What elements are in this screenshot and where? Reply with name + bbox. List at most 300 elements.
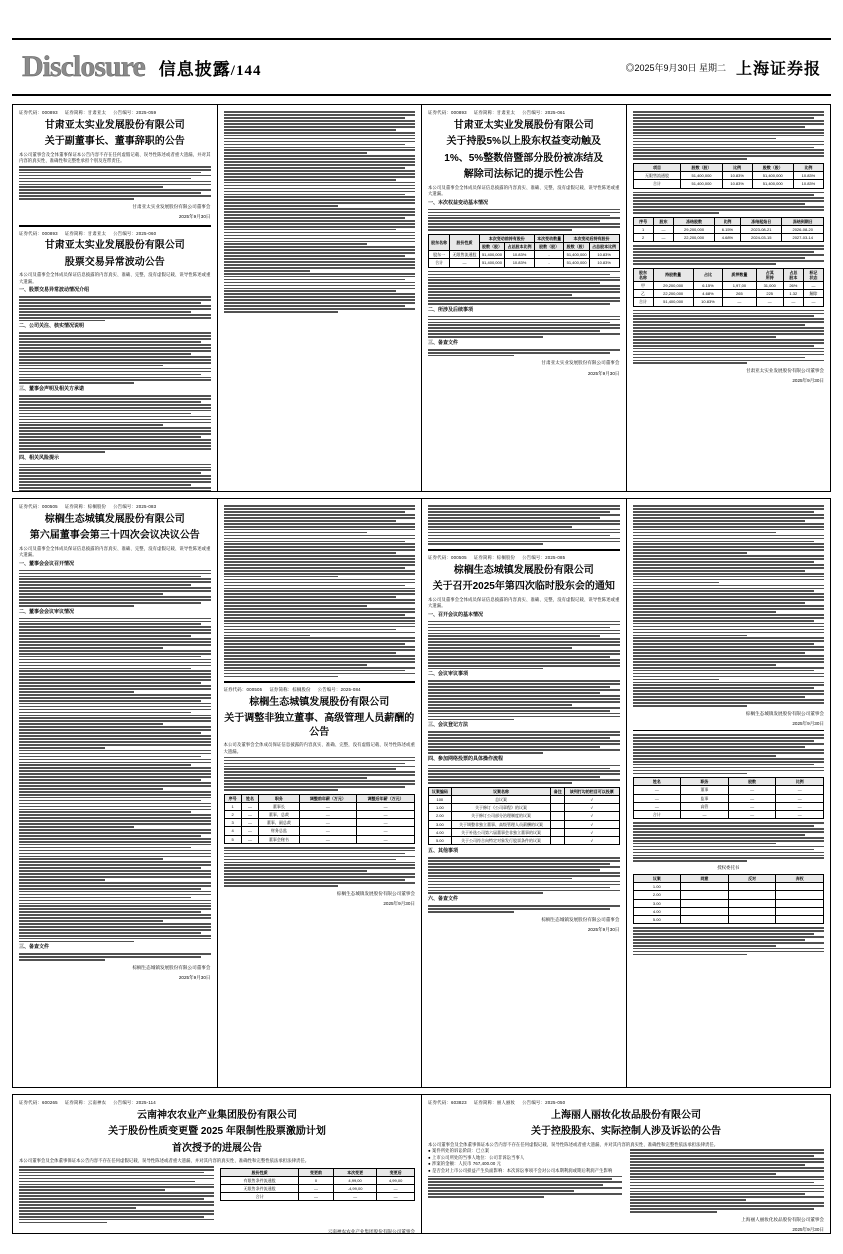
announcement-no: 公告编号：2025-050 (522, 1100, 566, 1105)
cell: — (633, 802, 681, 810)
cell: — (728, 811, 776, 819)
cell: 比例 (793, 163, 823, 171)
column-4-date: 2025年9月30日 (792, 378, 824, 384)
announcement-no: 公告编号：2025-114 (113, 1100, 156, 1105)
article-a8-body-1 (428, 1176, 622, 1198)
article-a2-body-4 (19, 464, 211, 491)
cell: 比例 (714, 217, 740, 225)
cell: 5 (224, 835, 241, 843)
article-a4-company: 棕榈生态城镇发展股份有限公司 (44, 513, 185, 525)
article-a1-note: 本公司董事会及全体董事保证本公告内容不存在任何虚假记载、误导性陈述或者重大遗漏，并对其内容的真实性、准确性和完整性承担个别及连带责任。 (19, 151, 211, 164)
table-row (633, 916, 824, 924)
security-name: 证券简称：棕榈股份 (269, 687, 311, 693)
cell: — (299, 1193, 334, 1201)
article-a2-s1: 一、股票交易异常波动情况介绍 (19, 287, 90, 294)
cell: 无限售流通股 (450, 251, 480, 259)
article-a2-body-3 (19, 395, 211, 453)
article-a6-s5: 五、其他事项 (428, 848, 459, 855)
cell: 股数 (728, 778, 776, 786)
th-before: 本次变动前持有股份 (479, 234, 534, 242)
table-row (221, 1193, 415, 1201)
th-shares-2: 股数（股） (534, 243, 564, 251)
article-a7-company: 云南神农农业产业集团股份有限公司 (137, 1109, 297, 1121)
cell: 51,400,000 (564, 251, 589, 259)
column-2 (218, 105, 423, 491)
article-a2-s2: 二、公司关注、核实情况说明 (19, 323, 85, 330)
cell: — (728, 794, 776, 802)
article-a6-title: 关于召开2025年第四次临时股东会的通知 (432, 581, 615, 593)
article-a3-body-2 (428, 271, 620, 305)
cell: 4.00 (429, 828, 452, 836)
table-row (633, 802, 824, 810)
cell: 10.83% (722, 180, 752, 188)
table-row (221, 1176, 415, 1184)
column-4-body-3 (633, 245, 825, 264)
column-7-body-0 (428, 505, 620, 545)
article-a3-s3: 三、备查文件 (428, 339, 459, 346)
cell: √ (565, 804, 619, 812)
security-name: 证券简称：甘肃亚太 (473, 110, 516, 115)
article-a4-body-1 (19, 570, 211, 607)
article-a8-company: 上海丽人丽妆化妆品股份有限公司 (551, 1109, 701, 1121)
table-row (429, 837, 620, 845)
cell (551, 828, 565, 836)
cell: -4,99,00 (333, 1185, 376, 1193)
cell: 有限售条件流通股 (221, 1176, 299, 1184)
article-a3-title-line2: 1%、5%整数倍暨部分股份被冻结及 (444, 152, 604, 164)
cell: 0 (299, 1176, 334, 1184)
cell: 项目 (633, 163, 681, 171)
article-a6-s1: 一、召开会议的基本情况 (428, 611, 484, 618)
cell (551, 837, 565, 845)
article-a3-meta (428, 110, 620, 117)
cell: 比例 (776, 778, 824, 786)
th-votable: 该列打勾的栏目可以投票 (565, 787, 619, 795)
cell: 乙 (633, 290, 653, 298)
cell: 关于调整非独立董事、高级管理人员薪酬的议案 (451, 820, 551, 828)
cell: 2024-03-15 (740, 234, 782, 242)
th-no: 序号 (224, 794, 241, 802)
cell: — (776, 811, 824, 819)
table-row (633, 290, 824, 298)
article-a8-bullet-4: ● 是否会对上市公司损益产生负面影响：本次诉讼事项不会对公司本期利润或期后利润产生影响 (428, 1167, 613, 1173)
cell (728, 916, 776, 924)
table-row (429, 251, 620, 259)
cell: — (241, 811, 258, 819)
column-4-body-4 (633, 310, 825, 365)
cell: 51,400,000 (564, 259, 589, 267)
article-a4-signature: 棕榈生态城镇发展股份有限公司董事会 (132, 964, 211, 970)
article-a8-meta (428, 1100, 824, 1107)
column-4 (627, 105, 831, 491)
column-6 (218, 499, 423, 1087)
article-a2-body-2 (19, 332, 211, 384)
table-row (429, 259, 620, 267)
cell: — (299, 802, 357, 810)
article-a8-bullet-2: ● 上市公司所处的当事人地位：公司非诉讼当事人 (428, 1154, 525, 1160)
column-3 (422, 105, 627, 491)
cell: 合计 (429, 259, 450, 267)
cell: 质押数量 (723, 268, 756, 281)
cell (728, 899, 776, 907)
article-band-2 (12, 498, 831, 1088)
cell: 姓名 (633, 778, 681, 786)
cell: √ (565, 820, 619, 828)
cell: — (241, 802, 258, 810)
article-a4-title: 第六届董事会第三十四次会议决议公告 (29, 530, 200, 542)
th-after: 调整后年薪（万元） (357, 794, 415, 802)
cell: √ (565, 796, 619, 804)
table-row (633, 794, 824, 802)
table-row (224, 835, 415, 843)
cell: — (776, 794, 824, 802)
column-8 (627, 499, 831, 1087)
article-a1-signature: 甘肃亚太实业发展股份有限公司董事会 (132, 203, 211, 209)
cell: — (357, 819, 415, 827)
column-1 (13, 105, 218, 491)
table-row (633, 811, 824, 819)
article-a2-company: 甘肃亚太实业发展股份有限公司 (44, 240, 185, 252)
article-a4-meta (19, 504, 211, 511)
column-2-body (224, 111, 416, 312)
announcement-no: 公告编号：2025-060 (113, 230, 157, 236)
article-a3-title-line3: 解除司法标记的提示性公告 (463, 169, 584, 181)
th-change: 本次变动数量 (534, 234, 564, 242)
cell (776, 891, 824, 899)
cell: 同意 (681, 875, 729, 883)
th-before: 变更前 (299, 1168, 334, 1176)
article-a2-meta (19, 231, 211, 238)
cell: 总议案 (451, 796, 551, 804)
table-row (224, 827, 415, 835)
cell: — (299, 1185, 334, 1193)
security-name: 证券简称：棕榈股份 (473, 555, 516, 561)
cell: 29,200,000 (674, 225, 715, 233)
table-row (224, 811, 415, 819)
cell: — (241, 835, 258, 843)
cell (551, 820, 565, 828)
column-4-body-2 (633, 192, 825, 214)
article-a8-bullet-1: ● 案件所处的诉讼阶段：已立案 (428, 1148, 490, 1154)
column-8-table-1 (633, 777, 825, 819)
cell (776, 899, 824, 907)
article-a3-company: 甘肃亚太实业发展股份有限公司 (453, 119, 594, 131)
cell: 2026-08-20 (782, 225, 824, 233)
column-8-date-1: 2025年9月30日 (792, 721, 824, 727)
cell: 51,400,000 (752, 172, 793, 180)
cell: 1 (224, 802, 241, 810)
cell: 关于修订《公司章程》的议案 (451, 804, 551, 812)
cell: 1,97,00 (723, 282, 756, 290)
article-a3-s2: 二、所涉及后续事项 (428, 306, 474, 313)
cell: 10.83% (589, 251, 619, 259)
cell: 10.83% (505, 259, 535, 267)
cell: — (357, 827, 415, 835)
cell: 股数（股） (752, 163, 793, 171)
cell: 51,400,000 (479, 251, 504, 259)
cell: — (723, 298, 756, 306)
table-row (633, 282, 824, 290)
article-a1-title: 关于副董事长、董事辞职的公告 (44, 136, 185, 148)
column-8-body-1 (633, 505, 825, 706)
article-a5-body-2 (224, 847, 416, 887)
article-a3-title-line1: 关于持股5%以上股东权益变动触及 (446, 136, 601, 148)
cell (551, 812, 565, 820)
cell: — (333, 1193, 376, 1201)
article-a3-note: 本公司及董事会全体成员保证信息披露的内容真实、准确、完整，没有虚假记载、误导性陈述或重大遗漏。 (428, 184, 620, 197)
cell (776, 883, 824, 891)
cell: 2.00 (429, 812, 452, 820)
table-row (633, 786, 824, 794)
cell: 关于公司符合向特定对象发行股票条件的议案 (451, 837, 551, 845)
cell: — (241, 819, 258, 827)
cell: 议案 (633, 875, 681, 883)
cell: 10.83% (793, 172, 823, 180)
cell: 占其 所持 (756, 268, 783, 281)
article-a5-note: 本公司及董事会全体成员保证信息披露的内容真实、准确、完整，没有虚假记载、误导性陈述或重大遗漏。 (223, 742, 415, 754)
cell: 合计 (633, 180, 681, 188)
table-row (633, 180, 824, 188)
column-4-table-1 (633, 163, 825, 189)
article-a8-bullet-3: ● 涉案的金额：人民币 767,400.00 元 (428, 1161, 502, 1167)
cell: 10.83% (505, 251, 535, 259)
cell: 董事长 (259, 802, 299, 810)
article-a2-s4: 四、相关风险提示 (19, 454, 60, 461)
cell: 合计 (633, 298, 653, 306)
column-6-body-1 (224, 505, 416, 677)
security-name: 证券简称：棕榈股份 (64, 504, 107, 509)
cell: - (534, 259, 564, 267)
table-row (221, 1185, 415, 1193)
cell: 1.32 (783, 290, 803, 298)
cell: — (377, 1193, 415, 1201)
column-8-form-caption: 授权委托书 (717, 865, 740, 871)
cell: 1.00 (633, 883, 681, 891)
th-before: 调整前年薪（万元） (299, 794, 357, 802)
cell: √ (565, 837, 619, 845)
cell: 26% (783, 282, 803, 290)
article-a8-date: 2025年9月30日 (792, 1227, 824, 1233)
article-a6-table (428, 787, 620, 845)
article-a4-date: 2025年9月30日 (178, 975, 211, 981)
cell: 4.68% (693, 290, 722, 298)
article-a7-table (220, 1168, 415, 1202)
cell: — (633, 794, 681, 802)
th-share-type: 股份性质 (221, 1168, 299, 1176)
table-row (633, 234, 824, 242)
cell (681, 907, 729, 915)
table-row (633, 298, 824, 306)
cell: 51,400,000 (681, 172, 722, 180)
paper-name: 上海证券报 (735, 60, 821, 78)
article-a8-signature: 上海丽人丽妆化妆品股份有限公司董事会 (741, 1216, 824, 1222)
cell (728, 907, 776, 915)
cell: 合计 (221, 1193, 299, 1201)
cell: 1 (633, 225, 653, 233)
cell: 董事 (681, 786, 729, 794)
column-4-body-1 (633, 111, 825, 160)
cell: √ (565, 812, 619, 820)
cell: — (299, 835, 357, 843)
cell: — (377, 1185, 415, 1193)
th-share-type: 股份性质 (450, 234, 480, 250)
table-row (633, 172, 824, 180)
cell: 4,99,00 (333, 1176, 376, 1184)
article-a4-s2: 二、董事会会议审议情况 (19, 608, 75, 615)
cell: 持股数量 (653, 268, 693, 281)
column-8-body-3 (633, 822, 825, 862)
cell: 占总 股本 (783, 268, 803, 281)
th-shares-1: 股数（股） (479, 243, 504, 251)
article-a8-body-2 (630, 1149, 824, 1212)
cell: 4 (224, 827, 241, 835)
cell (681, 899, 729, 907)
cell: 无限售流通股 (633, 172, 681, 180)
article-a6-signature: 棕榈生态城镇发展股份有限公司董事会 (541, 916, 620, 922)
cell: 股东一 (429, 251, 450, 259)
th-proposal-name: 议案名称 (451, 787, 551, 795)
cell: 监事 (681, 794, 729, 802)
cell: — (299, 819, 357, 827)
article-a5-signature: 棕榈生态城镇发展股份有限公司董事会 (336, 890, 415, 896)
table-row (633, 225, 824, 233)
column-8-body-4 (633, 927, 825, 955)
cell: 10.83% (693, 298, 722, 306)
article-a8-title: 关于控股股东、实际控制人涉及诉讼的公告 (531, 1126, 721, 1138)
security-code: 证券代码：000505 (19, 504, 58, 509)
column-8-body-2 (633, 734, 825, 774)
article-band-3 (12, 1094, 831, 1234)
announcement-no: 公告编号：2025-084 (317, 687, 361, 693)
th-proposal-code: 议案编码 (429, 787, 452, 795)
cell: — (803, 282, 823, 290)
cell: 比例 (722, 163, 752, 171)
th-name: 姓名 (241, 794, 258, 802)
cell: — (803, 298, 823, 306)
cell: 51,400,000 (653, 298, 693, 306)
cell: 31,000 (756, 282, 783, 290)
security-name: 证券简称：甘肃亚太 (64, 110, 107, 115)
cell (551, 796, 565, 804)
cell: — (728, 802, 776, 810)
cell: 反对 (728, 875, 776, 883)
article-a7-signature: 云南神农农业产业集团股份有限公司董事会 (327, 1228, 415, 1233)
cell (681, 916, 729, 924)
masthead (12, 38, 831, 96)
cell: 关于补选公司第六届董事会非独立董事的议案 (451, 828, 551, 836)
article-a1-date: 2025年9月30日 (178, 214, 211, 220)
article-a7-body (19, 1166, 214, 1224)
column-8-signature-1: 棕榈生态城镇发展股份有限公司董事会 (745, 710, 824, 716)
cell: 3.00 (633, 899, 681, 907)
cell: 4.00 (633, 907, 681, 915)
cell: 冻结股数 (674, 217, 715, 225)
article-a6-date: 2025年9月30日 (587, 927, 620, 933)
article-a4-s1: 一、董事会会议召开情况 (19, 560, 75, 567)
article-a6-s2: 二、会议审议事项 (428, 671, 469, 678)
cell: — (357, 835, 415, 843)
cell: — (357, 811, 415, 819)
cell: — (299, 827, 357, 835)
article-a4-s3: 三、备查文件 (19, 944, 50, 951)
masthead-section-label: 信息披露 (158, 59, 231, 79)
cell: 225 (756, 290, 783, 298)
article-a3-date: 2025年9月30日 (587, 370, 620, 376)
cell: 2 (224, 811, 241, 819)
cell: 高管 (681, 802, 729, 810)
article-a4-note: 本公司及董事会全体成员保证信息披露的内容真实、准确、完整，没有虚假记载、误导性陈述或重大遗漏。 (19, 545, 211, 558)
article-a7-title-line2: 首次授予的进展公告 (172, 1142, 262, 1154)
article-a1-meta (19, 110, 211, 117)
cell: 占比 (693, 268, 722, 281)
cell (776, 907, 824, 915)
th-position: 职务 (259, 794, 299, 802)
article-a4-body-3 (19, 953, 211, 961)
cell: 关于修订公司部分治理制度的议案 (451, 812, 551, 820)
cell: — (728, 786, 776, 794)
article-a8-note: 本公司董事会及全体董事保证本公告内容不存在任何虚假记载、误导性陈述或者重大遗漏，并对其内容的真实性、准确性和完整性依法承担法律责任。 (428, 1141, 719, 1147)
security-code: 证券代码：000893 (19, 110, 58, 115)
cell: 序号 (633, 217, 653, 225)
security-code: 证券代码：603823 (428, 1100, 467, 1105)
cell: 22,200,000 (674, 234, 715, 242)
th-ratio-2: 占总股本比例 (589, 243, 619, 251)
table-row (429, 796, 620, 804)
table-row (633, 883, 824, 891)
cell: 2027-03-14 (782, 234, 824, 242)
security-code: 证券代码：000505 (223, 687, 263, 693)
th-after: 变更后 (377, 1168, 415, 1176)
security-name: 证券简称：丽人丽妆 (473, 1100, 516, 1105)
cell: 4,99,00 (377, 1176, 415, 1184)
th-shareholder: 股东名称 (429, 234, 450, 250)
article-a6-company: 棕榈生态城镇发展股份有限公司 (453, 564, 594, 576)
cell: 股东 名称 (633, 268, 653, 281)
article-a3-body-1 (428, 209, 620, 231)
article-a2-body-1 (19, 296, 211, 321)
cell: 5.00 (429, 837, 452, 845)
th-ratio-1: 占总股本比例 (505, 243, 535, 251)
cell: 弃权 (776, 875, 824, 883)
article-a5-table (224, 794, 416, 844)
cell (728, 891, 776, 899)
cell: 22,200,000 (653, 290, 693, 298)
cell: — (653, 234, 673, 242)
cell: √ (565, 828, 619, 836)
cell: 董事、总裁 (259, 811, 299, 819)
cell (551, 804, 565, 812)
cell: — (681, 811, 729, 819)
announcement-no: 公告编号：2025-085 (522, 555, 566, 561)
article-a3-body-4 (428, 349, 620, 357)
article-grid (12, 104, 831, 1240)
cell: 标记 状态 (803, 268, 823, 281)
cell: — (756, 298, 783, 306)
cell: 1.00 (429, 804, 452, 812)
article-a5-title: 关于调整非独立董事、高级管理人员薪酬的公告 (224, 713, 415, 738)
column-5 (13, 499, 218, 1087)
cell: - (534, 251, 564, 259)
security-code: 证券代码：600265 (19, 1100, 58, 1105)
masthead-date: ◎2025年9月30日 星期二 (625, 62, 726, 73)
cell: 股数（股） (681, 163, 722, 171)
cell (728, 883, 776, 891)
security-name: 证券简称：甘肃亚太 (64, 230, 107, 236)
article-a3-body-3 (428, 316, 620, 338)
announcement-no: 公告编号：2025-059 (113, 110, 157, 115)
th-after: 本次变动后持有股份 (564, 234, 619, 242)
article-a5-date: 2025年9月30日 (383, 901, 415, 907)
